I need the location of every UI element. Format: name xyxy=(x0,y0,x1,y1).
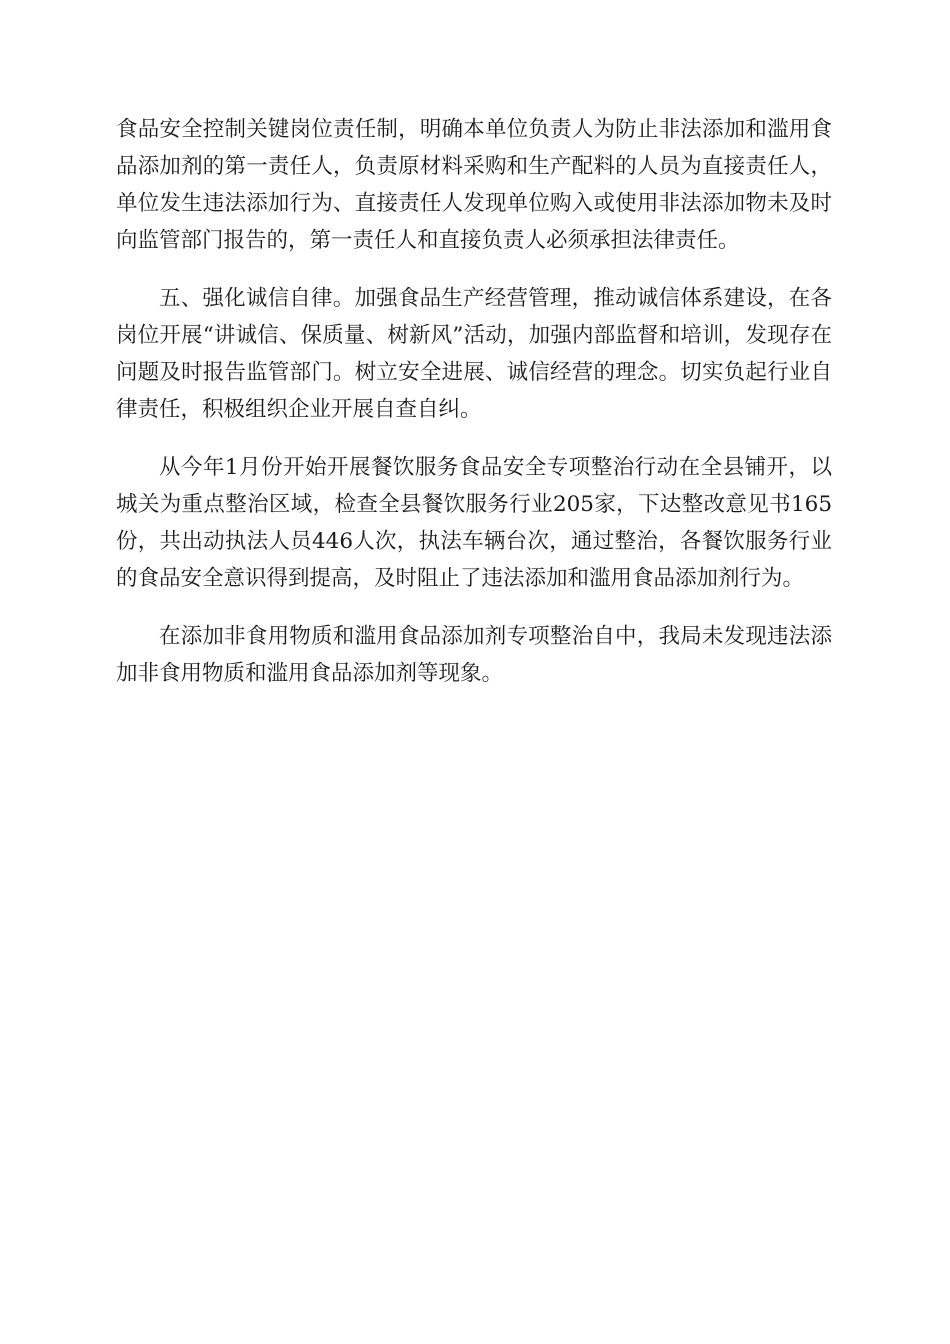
paragraph-catering-campaign: 从今年1月份开始开展餐饮服务食品安全专项整治行动在全县铺开，以城关为重点整治区域，检查全县餐饮服务行业205家，下达整改意见书165份，共出动执法人员446人次，执法车辆台次，通过整治，各餐饮服务行业的食品安全意识得到提高，及时阻止了违法添加和滥用食品添加剂行为。 xyxy=(116,455,832,591)
document-body xyxy=(116,111,832,713)
paragraph-responsibility: 食品安全控制关键岗位责任制，明确本单位负责人为防止非法添加和滥用食品添加剂的第一责任人，负责原材料采购和生产配料的人员为直接责任人，单位发生违法添加行为、直接责任人发现单位购入或使用非法添加物未及时向监管部门报告的，第一责任人和直接负责人必须承担法律责任。 xyxy=(116,117,832,253)
paragraph-conclusion: 在添加非食用物质和滥用食品添加剂专项整治自中，我局未发现违法添加非食用物质和滥用食品添加剂等现象。 xyxy=(116,624,832,686)
paragraph-integrity: 五、强化诚信自律。加强食品生产经营管理，推动诚信体系建设，在各岗位开展“讲诚信、保质量、树新风”活动，加强内部监督和培训，发现存在问题及时报告监管部门。树立安全进展、诚信经营的理念。切实负起行业自律责任，积极组织企业开展自查自纠。 xyxy=(116,286,832,422)
